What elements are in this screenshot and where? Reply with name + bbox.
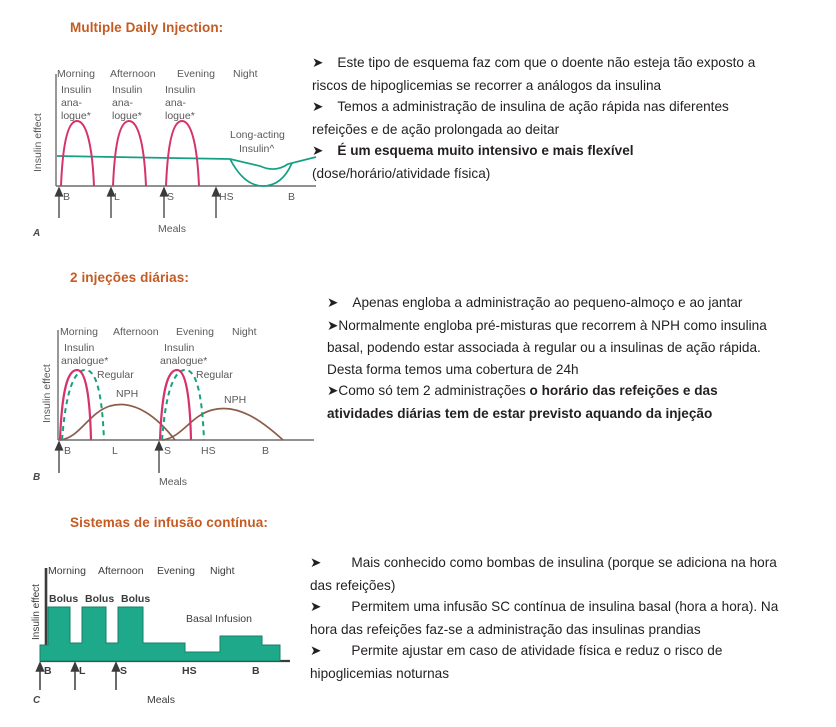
chart-a-peak-2 bbox=[113, 121, 146, 186]
chart-c-basal-label: Basal Infusion bbox=[186, 613, 252, 625]
arrow-icon: ➤ bbox=[312, 99, 324, 115]
section-title-continuous-infusion: Sistemas de infusão contínua: bbox=[70, 515, 268, 530]
chart-c-xlabel: Meals bbox=[147, 694, 176, 706]
chart-a-svg bbox=[30, 60, 320, 235]
chart-a-longacting-label bbox=[230, 129, 285, 155]
arrow-icon: ➤ bbox=[327, 295, 339, 311]
svg-text:analogue*: analogue* bbox=[160, 355, 208, 367]
arrow-icon: ➤ bbox=[310, 555, 322, 571]
chart-b-tick-labels bbox=[64, 445, 269, 457]
chart-b-nph-2 bbox=[162, 408, 283, 440]
chart-a-longacting-curve bbox=[57, 156, 316, 169]
time-band-night: Night bbox=[210, 565, 235, 577]
bullet-c-1: ➤ Mais conhecido como bombas de insulina (porque se adiciona na hora das refeições) bbox=[310, 555, 777, 593]
time-band-afternoon: Afternoon bbox=[113, 326, 159, 338]
chart-b-analogue-2 bbox=[160, 370, 191, 440]
chart-a-analogue-labels bbox=[61, 84, 196, 122]
svg-text:L: L bbox=[112, 445, 118, 457]
bullet-a-3-rest: (dose/horário/atividade física) bbox=[312, 165, 491, 181]
text-column-continuous-infusion bbox=[310, 552, 780, 684]
arrow-icon: ➤ bbox=[312, 143, 324, 159]
bullet-a-3-bold: É um esquema muito intensivo e mais flexível bbox=[337, 143, 634, 158]
svg-text:S: S bbox=[120, 665, 128, 677]
chart-b-meal-arrows bbox=[56, 442, 163, 473]
svg-text:B: B bbox=[252, 665, 260, 677]
svg-text:Insulin: Insulin bbox=[64, 342, 95, 354]
chart-b-xlabel: Meals bbox=[159, 476, 188, 488]
arrow-icon: ➤ bbox=[327, 383, 339, 399]
chart-a-ylabel: Insulin effect bbox=[32, 113, 44, 172]
svg-text:logue*: logue* bbox=[165, 110, 195, 122]
time-band-night: Night bbox=[233, 68, 258, 80]
svg-text:Regular: Regular bbox=[97, 369, 134, 381]
chart-c-bolus-labels bbox=[49, 593, 150, 605]
chart-b-ylabel: Insulin effect bbox=[41, 364, 53, 423]
svg-text:Regular: Regular bbox=[196, 369, 233, 381]
figure-letter-b: B bbox=[33, 472, 41, 483]
svg-text:NPH: NPH bbox=[116, 388, 139, 400]
time-band-afternoon: Afternoon bbox=[98, 565, 144, 577]
arrow-icon: ➤ bbox=[310, 599, 322, 615]
time-band-morning: Morning bbox=[57, 68, 95, 80]
svg-text:analogue*: analogue* bbox=[61, 355, 109, 367]
section-title-mdi: Multiple Daily Injection: bbox=[70, 20, 224, 35]
svg-text:L: L bbox=[114, 191, 120, 203]
figure-c-pump-chart bbox=[30, 560, 310, 715]
svg-text:ana-: ana- bbox=[61, 97, 83, 109]
svg-text:Insulin^: Insulin^ bbox=[239, 143, 275, 155]
chart-b-time-bands bbox=[60, 326, 257, 338]
chart-a-meal-arrows bbox=[56, 188, 220, 218]
figure-b-two-injections-chart bbox=[40, 318, 320, 488]
bullet-a-2: ➤ Temos a administração de insulina de ação rápida nas diferentes refeições e de ação prolongada ao deitar bbox=[312, 99, 729, 137]
svg-text:NPH: NPH bbox=[224, 394, 247, 406]
time-band-morning: Morning bbox=[60, 326, 98, 338]
time-band-afternoon: Afternoon bbox=[110, 68, 156, 80]
bullet-b-3-normal: Como só tem 2 administrações bbox=[338, 383, 530, 398]
bullet-a-1: ➤ Este tipo de esquema faz com que o doente não esteja tão exposto a riscos de hipoglicemias se recorrer a análogos da insulina bbox=[312, 55, 756, 93]
bullet-b-2: ➤Normalmente engloba pré-misturas que recorrem à NPH como insulina basal, podendo estar associada à regular ou a insulinas de ação rápida. Desta forma temos uma cobertura de 24h bbox=[327, 317, 767, 377]
bullet-c-3: ➤ Permite ajustar em caso de atividade física e reduz o risco de hipoglicemias noturnas bbox=[310, 643, 723, 681]
chart-c-time-bands bbox=[48, 565, 235, 577]
chart-b-nph-1 bbox=[60, 405, 175, 440]
svg-text:Long-acting: Long-acting bbox=[230, 129, 285, 141]
time-band-evening: Evening bbox=[157, 565, 195, 577]
figure-letter-a: A bbox=[33, 228, 41, 239]
figure-letter-c: C bbox=[33, 695, 41, 706]
svg-text:HS: HS bbox=[182, 665, 197, 677]
chart-a-longacting-bump bbox=[230, 159, 292, 186]
chart-b-analogue-1 bbox=[60, 370, 91, 440]
figure-a-mdi-chart bbox=[30, 60, 320, 235]
bullet-c-2: ➤ Permitem uma infusão SC contínua de insulina basal (hora a hora). Na hora das refeições faz-se a administração das insulinas prandias bbox=[310, 599, 779, 637]
time-band-morning: Morning bbox=[48, 565, 86, 577]
bullet-a-3 bbox=[312, 140, 762, 184]
svg-text:S: S bbox=[167, 191, 175, 203]
chart-a-peak-3 bbox=[166, 121, 199, 186]
time-band-evening: Evening bbox=[177, 68, 215, 80]
arrow-icon: ➤ bbox=[310, 643, 322, 659]
text-column-two-injections bbox=[327, 292, 777, 424]
svg-text:HS: HS bbox=[201, 445, 216, 457]
svg-text:S: S bbox=[164, 445, 172, 457]
text-column-mdi bbox=[312, 52, 762, 184]
svg-text:Insulin: Insulin bbox=[112, 84, 143, 96]
chart-a-time-bands bbox=[57, 68, 258, 80]
arrow-icon: ➤ bbox=[327, 317, 339, 334]
bullet-b-3 bbox=[327, 380, 777, 424]
bolus-label-1: Bolus bbox=[49, 593, 79, 605]
chart-a-xlabel: Meals bbox=[158, 223, 187, 235]
chart-a-peak-1 bbox=[61, 121, 94, 186]
svg-text:B: B bbox=[288, 191, 296, 203]
svg-text:B: B bbox=[63, 191, 71, 203]
chart-c-ylabel: Insulin effect bbox=[31, 584, 42, 640]
bullet-b-3-bold: o horário das refeições e das atividades diárias tem de estar previsto aquando da injeção bbox=[327, 383, 718, 421]
svg-text:logue*: logue* bbox=[112, 110, 142, 122]
svg-text:Insulin: Insulin bbox=[61, 84, 92, 96]
bolus-label-2: Bolus bbox=[85, 593, 115, 605]
bolus-label-3: Bolus bbox=[121, 593, 151, 605]
arrow-icon: ➤ bbox=[312, 55, 324, 71]
svg-text:logue*: logue* bbox=[61, 110, 91, 122]
time-band-evening: Evening bbox=[176, 326, 214, 338]
svg-text:ana-: ana- bbox=[165, 97, 187, 109]
time-band-night: Night bbox=[232, 326, 257, 338]
svg-text:B: B bbox=[64, 445, 72, 457]
svg-text:ana-: ana- bbox=[112, 97, 134, 109]
chart-b-svg bbox=[40, 318, 320, 488]
svg-text:HS: HS bbox=[219, 191, 234, 203]
svg-text:B: B bbox=[44, 665, 52, 677]
section-title-two-injections: 2 injeções diárias: bbox=[70, 270, 189, 285]
svg-text:Insulin: Insulin bbox=[165, 84, 196, 96]
chart-a-tick-labels bbox=[63, 191, 295, 203]
chart-c-svg bbox=[30, 560, 310, 715]
svg-text:B: B bbox=[262, 445, 270, 457]
svg-text:Insulin: Insulin bbox=[164, 342, 195, 354]
svg-text:L: L bbox=[79, 665, 86, 677]
bullet-b-1: ➤ Apenas engloba a administração ao pequeno-almoço e ao jantar bbox=[327, 295, 743, 311]
